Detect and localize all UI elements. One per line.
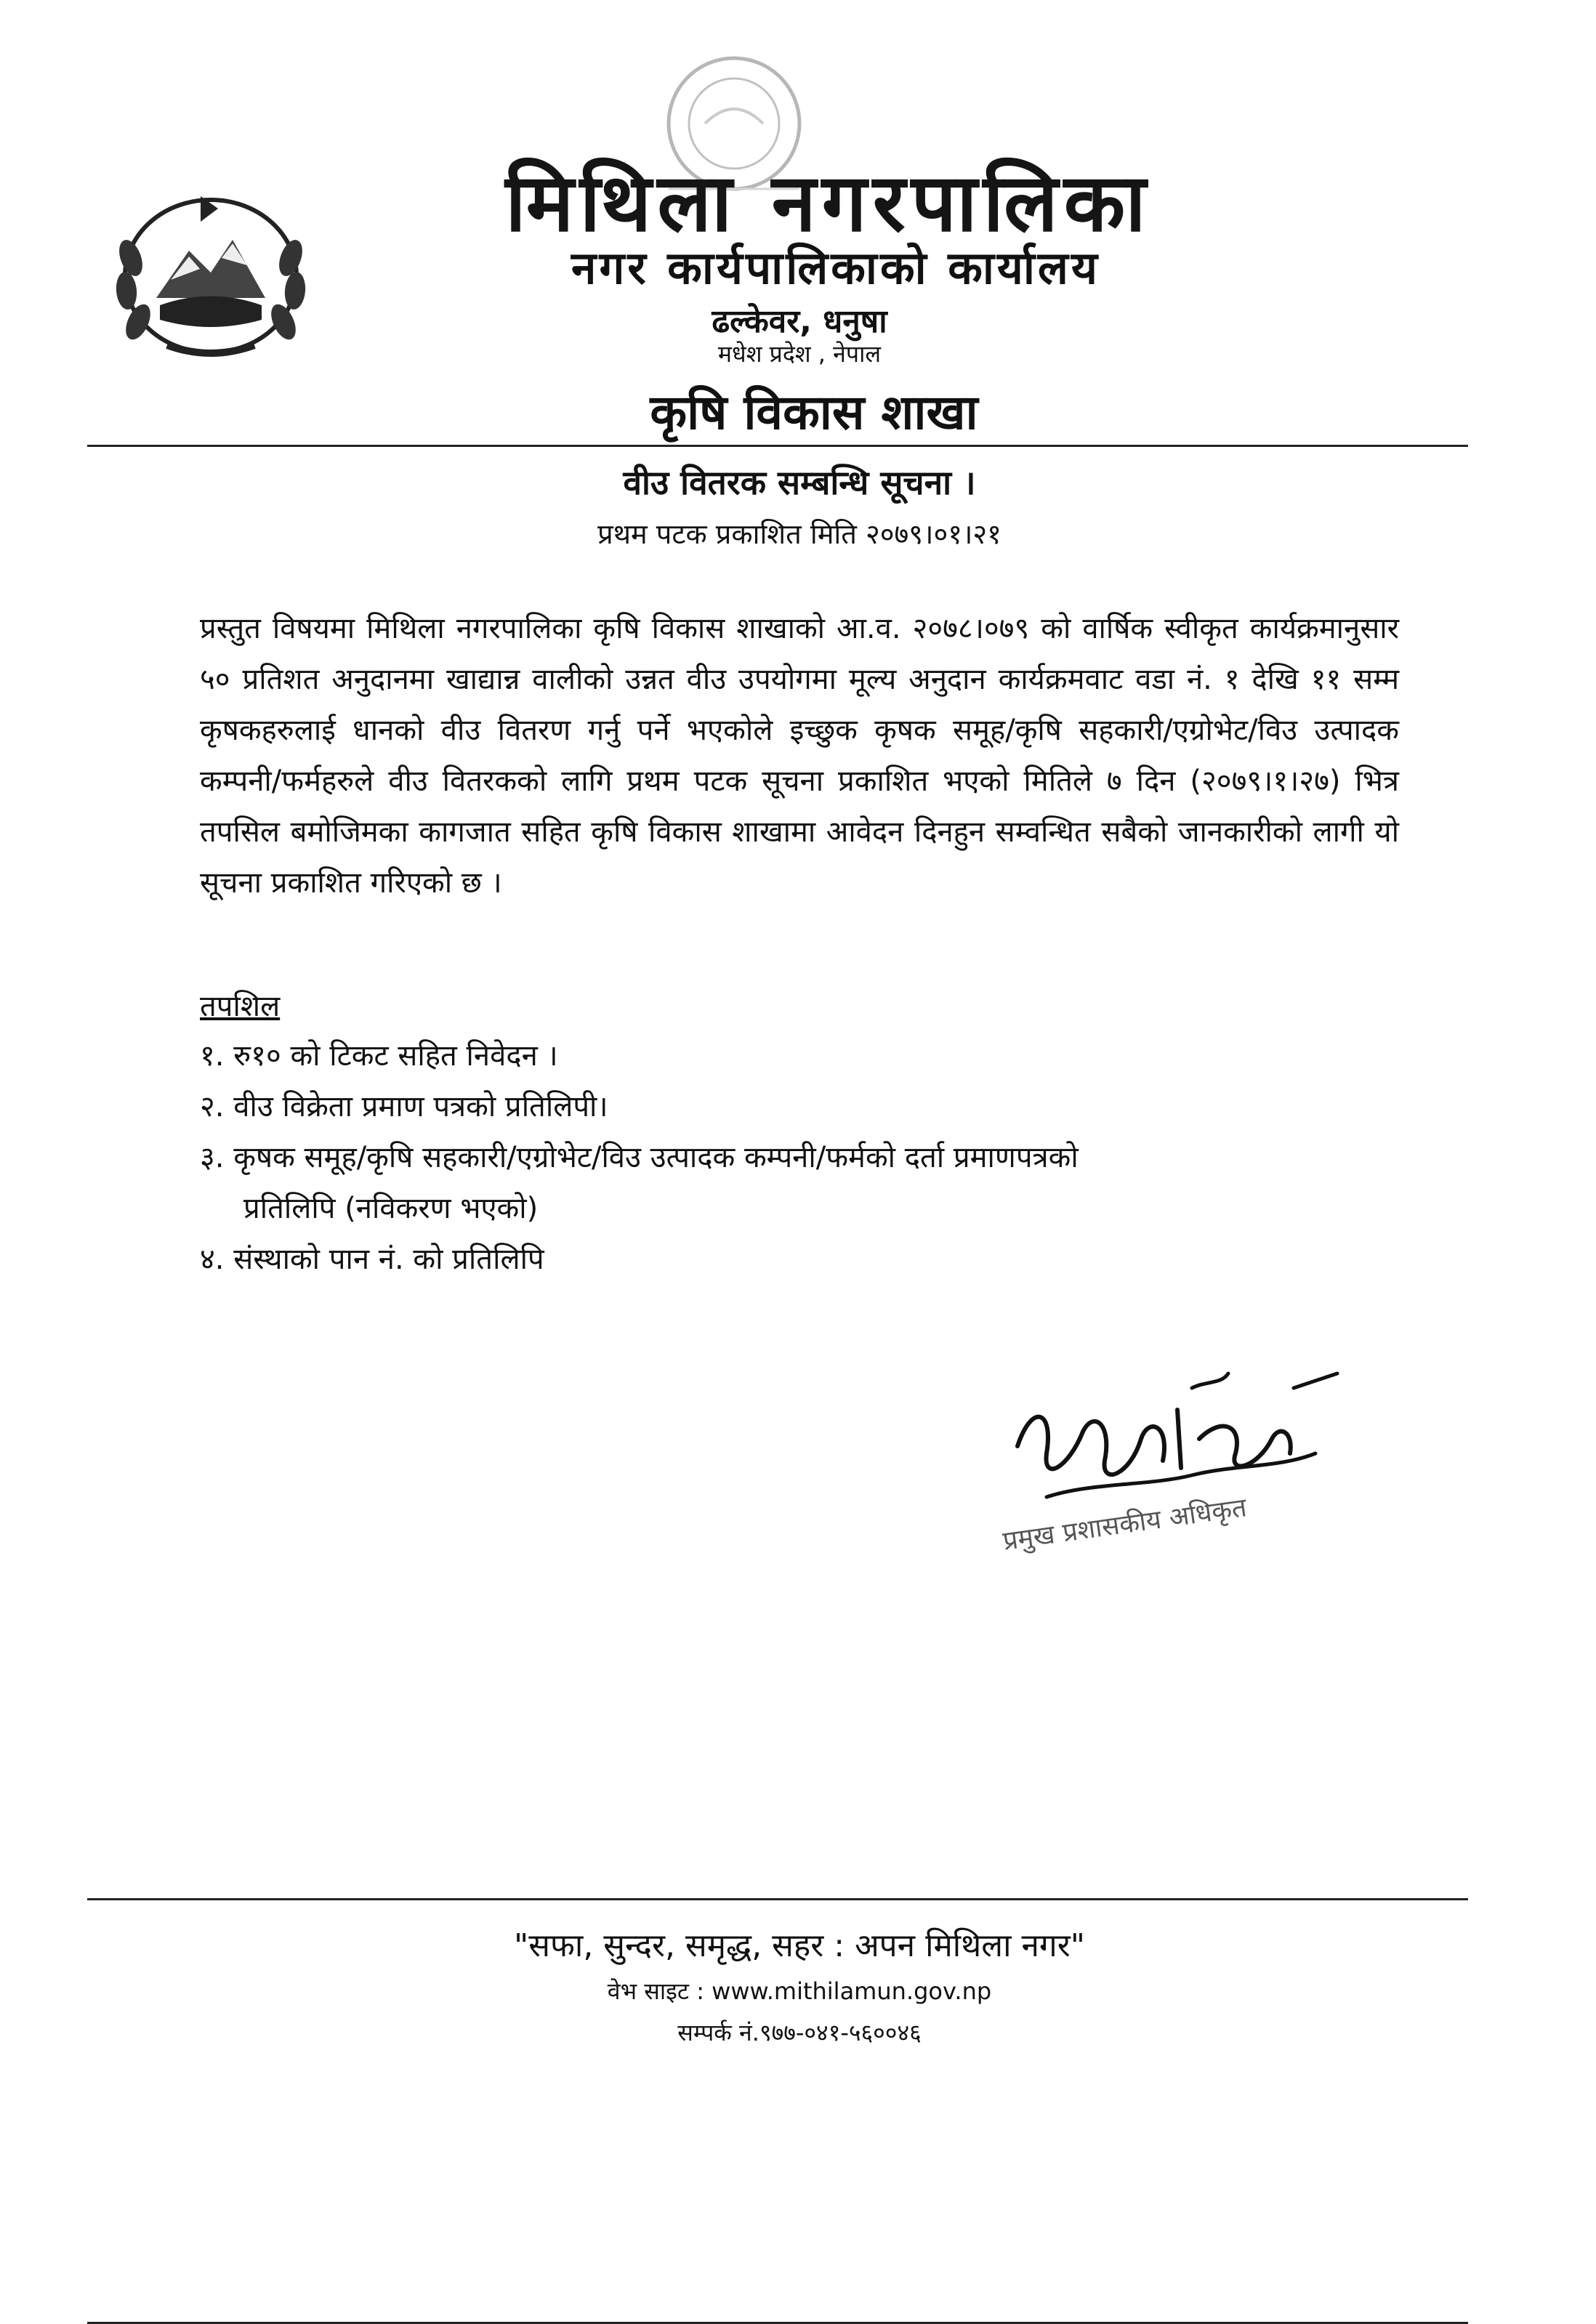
list-item-continuation-text: प्रतिलिपि (नविकरण भएको) xyxy=(243,1192,539,1225)
publish-date: प्रथम पटक प्रकाशित मिति २०७९।०१।२१ xyxy=(597,518,1001,550)
list-item: ४. संस्थाको पान नं. को प्रतिलिपि xyxy=(200,1243,544,1276)
header-divider xyxy=(87,445,1468,447)
footer-contact: सम्पर्क नं.९७७-०४१-५६००४६ xyxy=(677,2019,922,2046)
designation-stamp: प्रमुख प्रशासकीय अधिकृत xyxy=(1001,1493,1249,1557)
list-item: १. रु१० को टिकट सहित निवेदन । xyxy=(200,1039,558,1073)
details-heading: तपशिल xyxy=(200,990,281,1023)
address-line-2: मधेश प्रदेश , नेपाल xyxy=(717,340,882,368)
requirements-list xyxy=(200,1030,1399,1285)
notice-title: वीउ वितरक सम्बन्धि सूचना । xyxy=(623,463,976,502)
branch-name: कृषि विकास शाखा xyxy=(650,384,978,440)
municipality-name: मिथिला नगरपालिका xyxy=(505,156,1152,249)
footer-divider xyxy=(87,1898,1468,1900)
footer-slogan: "सफा, सुन्दर, समृद्ध, सहर : अपन मिथिला नगर" xyxy=(514,1927,1085,1964)
list-item-continuation xyxy=(200,1183,1399,1234)
list-item: ३. कृषक समूह/कृषि सहकारी/एग्रोभेट/विउ उत्पादक कम्पनी/फर्मको दर्ता प्रमाणपत्रको xyxy=(200,1141,1079,1174)
footer-website: वेभ साइट : www.mithilamun.gov.np xyxy=(607,1977,992,2005)
notice-body: प्रस्तुत विषयमा मिथिला नगरपालिका कृषि विकास शाखाको आ.व. २०७८।०७९ को वार्षिक स्वीकृत कार्यक्रमानुसार ५० प्रतिशत अनुदानमा खाद्यान्न वालीको उन्नत वीउ उपयोगमा मूल्य अनुदान कार्यक्रमवाट वडा नं. १ देखि ११ सम्म कृषकहरुलाई धानको वीउ वितरण गर्नु पर्ने भएकोले इच्छुक कृषक समूह/कृषि सहकारी/एग्रोभेट/विउ उत्पादक कम्पनी/फर्महरुले वीउ वितरकको लागि प्रथम पटक सूचना प्रकाशित भएको मितिले ७ दिन (२०७९।१।२७) भित्र तपसिल बमोजिमका कागजात सहित कृषि विकास शाखामा आवेदन दिनहुन सम्वन्धित सबैको जानकारीको लागी यो सूचना प्रकाशित गरिएको छ । xyxy=(200,612,1399,900)
list-item: २. वीउ विक्रेता प्रमाण पत्रको प्रतिलिपी। xyxy=(200,1090,608,1123)
address-line-1: ढल्केवर, धनुषा xyxy=(712,303,887,340)
office-name: नगर कार्यपालिकाको कार्यालय xyxy=(571,241,1100,294)
nepal-emblem-icon xyxy=(102,171,320,371)
